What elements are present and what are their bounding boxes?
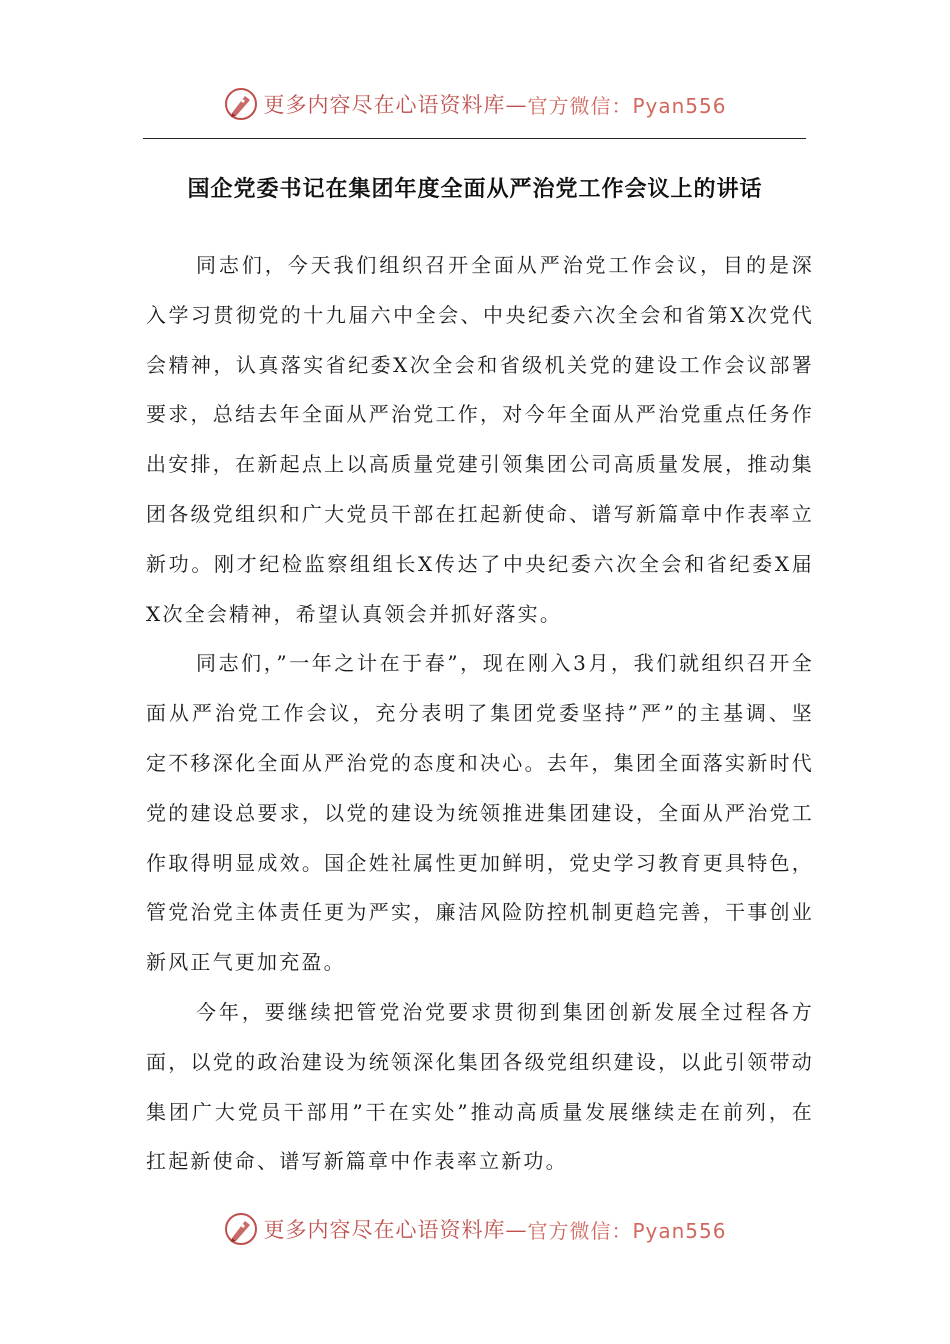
footer-contact-text: 官方微信：Pyan556 [527, 1218, 727, 1243]
header-divider [143, 138, 806, 139]
header-contact-text: 官方微信：Pyan556 [527, 93, 727, 118]
paragraph-3: 今年，要继续把管党治党要求贯彻到集团创新发展全过程各方面，以党的政治建设为统领深化集团各级党组织建设，以此引领带动集团广大党员干部用”干在实处”推动高质量发展继续走在前列，在扛起新使命、谱写新篇章中作表率立新功。 [146, 999, 814, 1174]
paragraph-2: 同志们，”一年之计在于春”，现在刚入3月，我们就组织召开全面从严治党工作会议，充分表明了集团党委坚持”严”的主基调、坚定不移深化全面从严治党的态度和决心。去年，集团全面落实新时代党的建设总要求，以党的建设为统领推进集团建设，全面从严治党工作取得明显成效。国企姓社属性更加鲜明，党史学习教育更具特色，管党治党主体责任更为严实，廉洁风险防控机制更趋完善，干事创业新风正气更加充盈。 [146, 651, 814, 975]
footer-brand-text: 更多内容尽在心语资料库— [263, 1218, 528, 1242]
footer-banner [0, 1207, 950, 1251]
header-banner [0, 82, 950, 126]
document-body [146, 241, 814, 1187]
paragraph-1: 同志们，今天我们组织召开全面从严治党工作会议，目的是深入学习贯彻党的十九届六中全会、中央纪委六次全会和省第X次党代会精神，认真落实省纪委X次全会和省级机关党的建设工作会议部署要求，总结去年全面从严治党工作，对今年全面从严治党重点任务作出安排，在新起点上以高质量党建引领集团公司高质量发展，推动集团各级党组织和广大党员干部在扛起新使命、谱写新篇章中作表率立新功。刚才纪检监察组组长X传达了中央纪委六次全会和省纪委X届X次全会精神，希望认真领会并抓好落实。 [146, 253, 814, 626]
document-title: 国企党委书记在集团年度全面从严治党工作会议上的讲话 [187, 177, 763, 202]
pen-nib-logo-icon [223, 1211, 259, 1247]
header-brand-text: 更多内容尽在心语资料库— [263, 93, 528, 117]
pen-nib-logo-icon [223, 86, 259, 122]
